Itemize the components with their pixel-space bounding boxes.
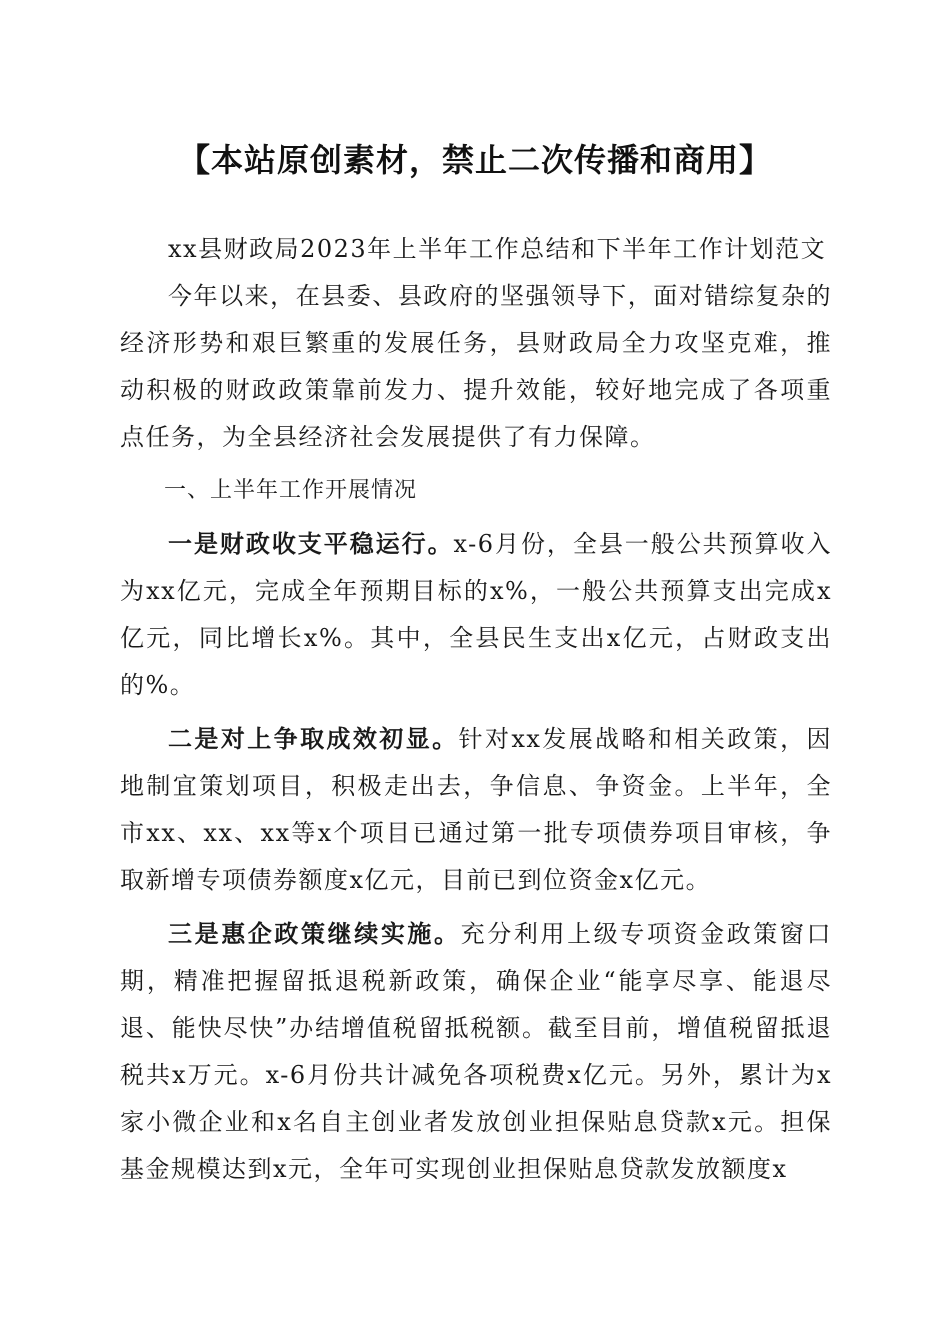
- item-paragraph-1: [120, 520, 832, 709]
- item-text-2: 针对xx发展战略和相关政策，因地制宜策划项目，积极走出去，争信息、争资金。上半年，全市xx、xx、xx等x个项目已通过第一批专项债券项目审核，争取新增专项债券额度x亿元，目前已到位资金x亿元。: [120, 725, 832, 894]
- item-text-1: x-6月份，全县一般公共预算收入为xx亿元，完成全年预期目标的x%，一般公共预算支出完成x亿元，同比增长x%。其中，全县民生支出x亿元，占财政支出的%。: [120, 530, 832, 699]
- document-title: xx县财政局2023年上半年工作总结和下半年工作计划范文: [168, 235, 827, 263]
- item-lead-3: 三是惠企政策继续实施。: [168, 919, 461, 948]
- item-paragraph-3: [120, 910, 832, 1193]
- section-heading-1: 一、上半年工作开展情况: [164, 478, 418, 503]
- item-paragraph-2: [120, 715, 832, 904]
- copyright-banner: 【本站原创素材，禁止二次传播和商用】: [177, 141, 772, 179]
- item-lead-2: 二是对上争取成效初显。: [168, 724, 459, 753]
- item-lead-1: 一是财政收支平稳运行。: [168, 529, 454, 558]
- document-body: [120, 226, 832, 1193]
- intro-paragraph: 今年以来，在县委、县政府的坚强领导下，面对错综复杂的经济形势和艰巨繁重的发展任务，县财政局全力攻坚克难，推动积极的财政政策靠前发力、提升效能，较好地完成了各项重点任务，为全县经济社会发展提供了有力保障。: [120, 282, 832, 451]
- item-text-3: 充分利用上级专项资金政策窗口期，精准把握留抵退税新政策，确保企业“能享尽享、能退尽退、能快尽快”办结增值税留抵税额。截至目前，增值税留抵退税共x万元。x-6月份共计减免各项税费x亿元。另外，累计为x家小微企业和x名自主创业者发放创业担保贴息贷款x元。担保基金规模达到x元，全年可实现创业担保贴息贷款发放额度x: [120, 920, 833, 1183]
